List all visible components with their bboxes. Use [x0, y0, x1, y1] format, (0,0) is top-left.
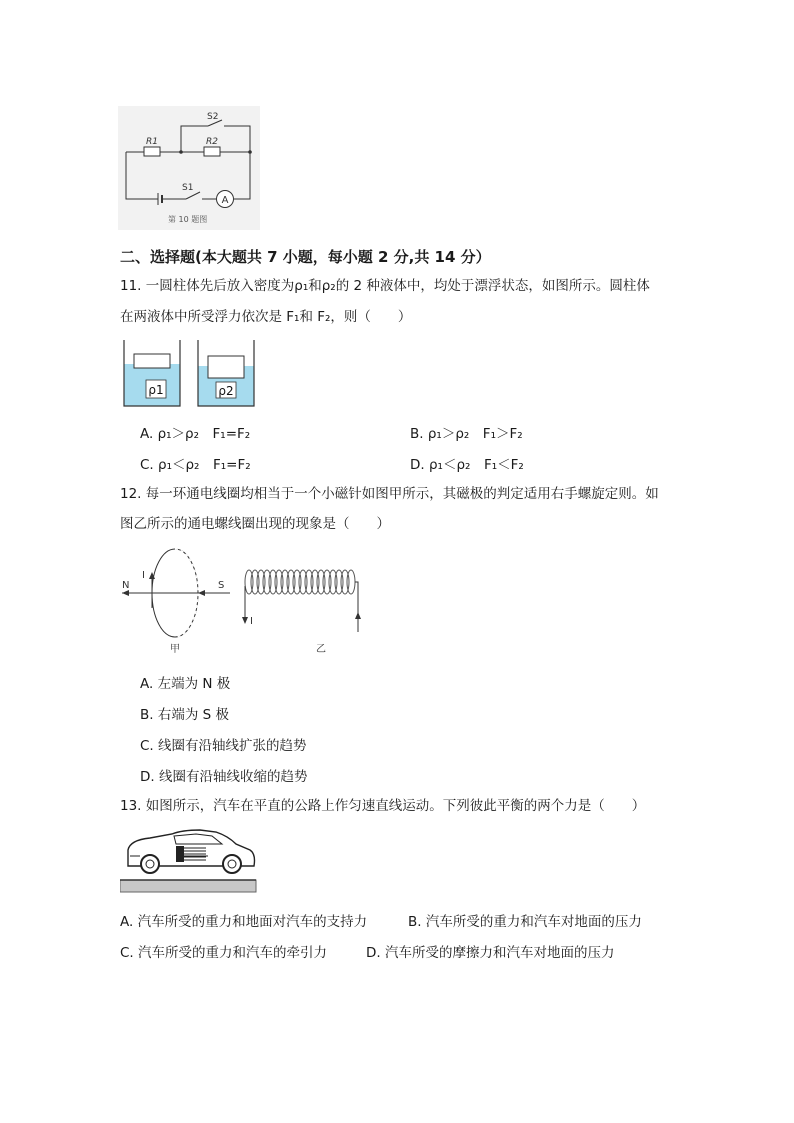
q12-option-c[interactable]: C. 线圈有沿轴线扩张的趋势 — [140, 738, 307, 754]
label-current-left: I — [142, 570, 145, 581]
caption-jia: 甲 — [170, 644, 180, 655]
car-figure — [120, 826, 258, 894]
q12-text-line2: 图乙所示的通电螺线圈出现的现象是（ ） — [120, 516, 390, 532]
coil-figure — [118, 546, 368, 658]
caption-yi: 乙 — [316, 644, 326, 655]
q12-option-a[interactable]: A. 左端为 N 极 — [140, 676, 231, 692]
label-s1: S1 — [182, 183, 194, 193]
label-r1: R1 — [146, 137, 158, 147]
label-current-right: I — [250, 616, 253, 627]
q12-option-b[interactable]: B. 右端为 S 极 — [140, 707, 229, 723]
cylinder-in-liquid-2 — [208, 356, 244, 378]
beakers-figure — [120, 338, 266, 410]
label-rho1: ρ1 — [148, 383, 164, 397]
q13-option-a[interactable]: A. 汽车所受的重力和地面对汽车的支持力 — [120, 914, 368, 930]
cylinder-in-liquid-1 — [134, 354, 170, 368]
q13-option-c[interactable]: C. 汽车所受的重力和汽车的牵引力 — [120, 945, 328, 961]
q11-option-c[interactable]: C. ρ₁＜ρ₂ F₁=F₂ — [140, 457, 251, 473]
resistor-r2 — [204, 147, 220, 156]
resistor-r1 — [144, 147, 160, 156]
solenoid — [245, 570, 355, 594]
figure-caption: 第 10 题图 — [168, 215, 208, 224]
circuit-figure — [118, 106, 260, 230]
section-heading: 二、选择题(本大题共 7 小题，每小题 2 分,共 14 分） — [120, 248, 491, 266]
q12-option-d[interactable]: D. 线圈有沿轴线收缩的趋势 — [140, 769, 308, 785]
q11-option-a[interactable]: A. ρ₁＞ρ₂ F₁=F₂ — [140, 426, 251, 442]
q11-text-line1: 11. 一圆柱体先后放入密度为ρ₁和ρ₂的 2 种液体中，均处于漂浮状态，如图所示。圆柱体 — [120, 278, 650, 294]
q11-option-b[interactable]: B. ρ₁＞ρ₂ F₁＞F₂ — [410, 426, 523, 442]
q12-text-line1: 12. 每一环通电线圈均相当于一个小磁针如图甲所示，其磁极的判定适用右手螺旋定则。如 — [120, 486, 659, 502]
label-n: N — [122, 580, 130, 591]
q11-option-d[interactable]: D. ρ₁＜ρ₂ F₁＜F₂ — [410, 457, 524, 473]
label-rho2: ρ2 — [218, 384, 234, 398]
label-s2: S2 — [207, 112, 219, 122]
label-s: S — [218, 580, 225, 591]
q13-text-line1: 13. 如图所示，汽车在平直的公路上作匀速直线运动。下列彼此平衡的两个力是（ ） — [120, 798, 646, 814]
road — [120, 880, 256, 892]
q13-option-d[interactable]: D. 汽车所受的摩擦力和汽车对地面的压力 — [366, 945, 615, 961]
svg-text:A: A — [221, 195, 229, 206]
q13-option-b[interactable]: B. 汽车所受的重力和汽车对地面的压力 — [408, 914, 642, 930]
label-r2: R2 — [206, 137, 218, 147]
q11-text-line2: 在两液体中所受浮力依次是 F₁和 F₂，则（ ） — [120, 309, 412, 325]
